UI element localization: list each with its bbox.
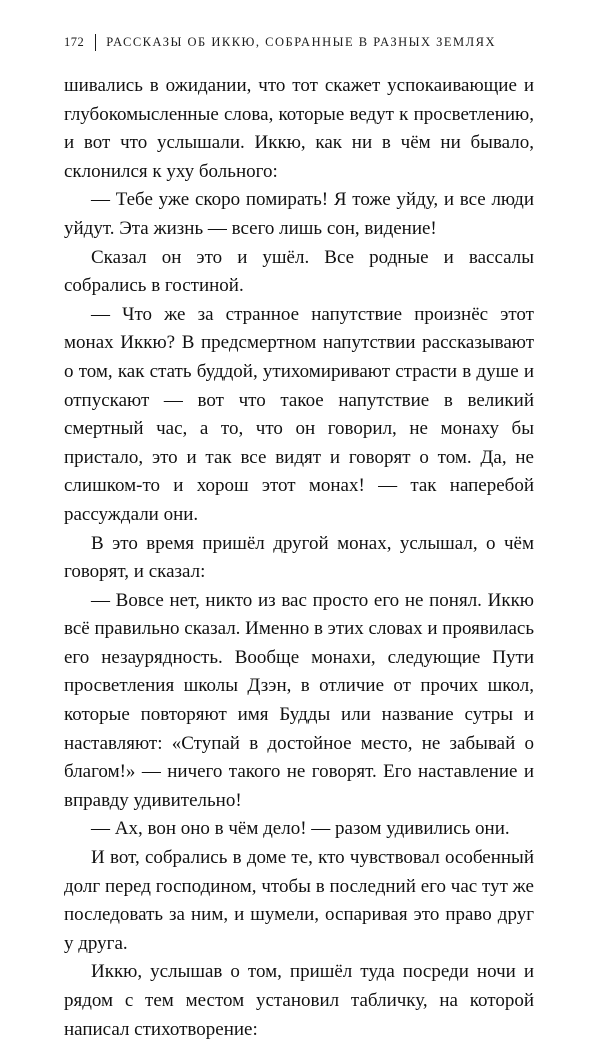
page-number: 172 [64, 35, 85, 49]
paragraph: — Ах, вон оно в чём дело! — разом удивились они. [91, 818, 510, 840]
paragraph: И вот, собрались в доме те, кто чувствовал особенный долг перед господином, чтобы в последний его час тут же последовать за ним, и шумели, оспаривая это право друг у друга. [64, 847, 534, 954]
paragraph: — Что же за странное напутствие произнёс этот монах Иккю? В предсмертном напутствии рассказывают о том, как стать буддой, утихомиривают страсти в душе и отпускают — вот что такое напутствие в великий смертный час, а то, что он говорил, не монаху бы пристало, это и так все видят и говорят о том. Да, не слишком-то и хорош этот монах! — так наперебой рассуждали они. [64, 303, 534, 525]
body-text [64, 72, 534, 1044]
paragraph: — Тебе уже скоро помирать! Я тоже уйду, и все люди уйдут. Эта жизнь — всего лишь сон, видение! [64, 189, 534, 239]
paragraph: Иккю, услышав о том, пришёл туда посреди ночи и рядом с тем местом установил табличку, на которой написал стихотворение: [64, 961, 534, 1040]
header-divider [95, 34, 96, 51]
running-header [64, 34, 544, 51]
paragraph: шивались в ожидании, что тот скажет успокаивающие и глубокомысленные слова, которые ведут к просветлению, и вот что услышали. Иккю, как ни в чём ни бывало, склонился к уху больного: [64, 75, 534, 182]
running-title: РАССКАЗЫ ОБ ИККЮ, СОБРАННЫЕ В РАЗНЫХ ЗЕМЛЯХ [106, 35, 497, 49]
paragraph: Сказал он это и ушёл. Все родные и вассалы собрались в гостиной. [64, 246, 534, 297]
paragraph: В это время пришёл другой монах, услышал, о чём говорят, и сказал: [64, 532, 534, 583]
paragraph: — Вовсе нет, никто из вас просто его не понял. Иккю всё правильно сказал. Именно в этих словах и проявилась его незаурядность. Вообще монахи, следующие Пути просветления школы Дзэн, в отличие от прочих школ, которые повторяют имя Будды или название сутры и наставляют: «Ступай в достойное место, не забывай о благом!» — ничего такого не говорят. Его наставление и вправду удивительно! [64, 589, 534, 811]
